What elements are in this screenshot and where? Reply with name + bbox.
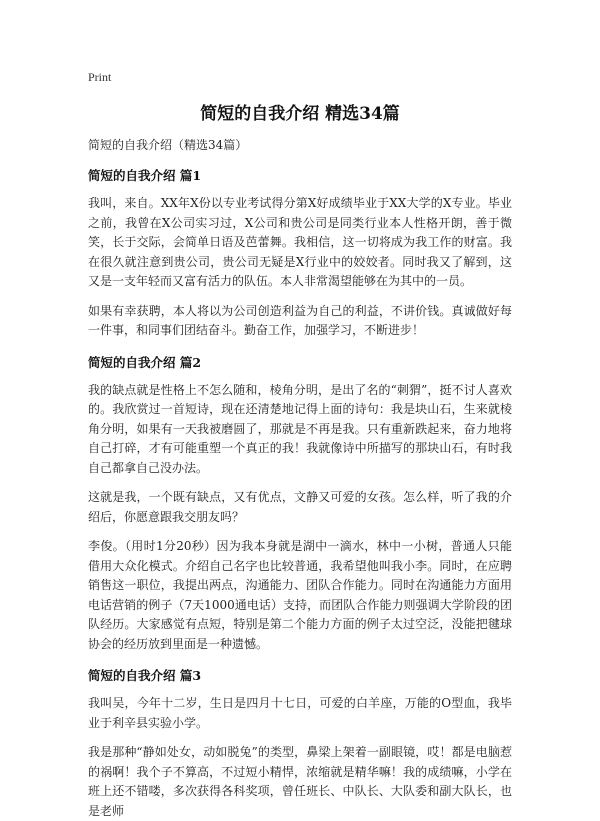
paragraph: 我的缺点就是性格上不怎么随和，棱角分明，是出了名的“刺猬”，挺不讨人喜欢的。我欣赏过一首短诗，现在还清楚地记得上面的诗句：我是块山石，生来就棱角分明，如果有一天我被磨圆了，那就是不再是我。只有重新跌起来，奋力地将自己打碎，才有可能重塑一个真正的我！我就像诗中所描写的那块山石，有时我自己都拿自己没办法。 [88,382,512,475]
paragraph: 我是那种“静如处女，动如脱兔”的类型，鼻梁上架着一副眼镜，哎！都是电脑惹的祸啊！我个子不算高，不过短小精悍，浓缩就是精华嘛！我的成绩嘛，小学在班上还不错喽，多次获得各科奖项，曾任班长、中队长、大队委和副大队长，也是老师 [88,745,512,818]
document-subtitle: 简短的自我介绍（精选34篇） [88,138,248,152]
paragraph: 李俊。（用时1分20秒）因为我本身就是湖中一滴水，林中一小树，普通人只能借用大众化模式。介绍自己名字也比较普通，我希望他叫我小李。同时，在应聘销售这一职位，我提出两点，沟通能力、团队合作能力。同时在沟通能力方面用电话营销的例子（7天1000通电话）支持，而团队合作能力则强调大学阶段的团队经历。大家感觉有点短，特别是第二个能力方面的例子太过空泛，没能把毽球协会的经历放到里面是一种遗憾。 [88,539,512,651]
section-2 [88,353,512,655]
paragraph: 我叫吴，今年十二岁，生日是四月十七日，可爱的白羊座，万能的O型血，我毕业于利辛县实验小学。 [88,696,512,730]
paragraph: 如果有幸获聘，本人将以为公司创造利益为自己的利益，不讲价钱。真诚做好每一件事，和同事们团结奋斗。勤奋工作，加强学习，不断进步！ [88,303,512,337]
section-heading: 简短的自我介绍 篇2 [88,354,202,370]
section-1 [88,166,512,341]
document-title: 简短的自我介绍 精选34篇 [200,104,400,124]
print-label[interactable]: Print [88,70,112,84]
section-heading: 简短的自我介绍 篇3 [88,668,202,683]
paragraph: 这就是我，一个既有缺点，又有优点，文静又可爱的女孩。怎么样，听了我的介绍后，你愿意跟我交朋友吗？ [88,490,512,524]
section-3 [88,666,512,821]
section-heading: 简短的自我介绍 篇1 [88,168,202,183]
paragraph: 我叫，来自。XX年X份以专业考试得分第X好成绩毕业于XX大学的X专业。毕业之前，我曾在X公司实习过，X公司和贵公司是同类行业本人性格开朗，善于微笑，长于交际，会简单日语及芭蕾舞。我相信，这一切将成为我工作的财富。我在很久就注意到贵公司，贵公司无疑是X行业中的姣姣者。同时我又了解到，这又是一支年轻而又富有活力的队伍。本人非常渴望能够在为其中的一员。 [88,196,512,288]
